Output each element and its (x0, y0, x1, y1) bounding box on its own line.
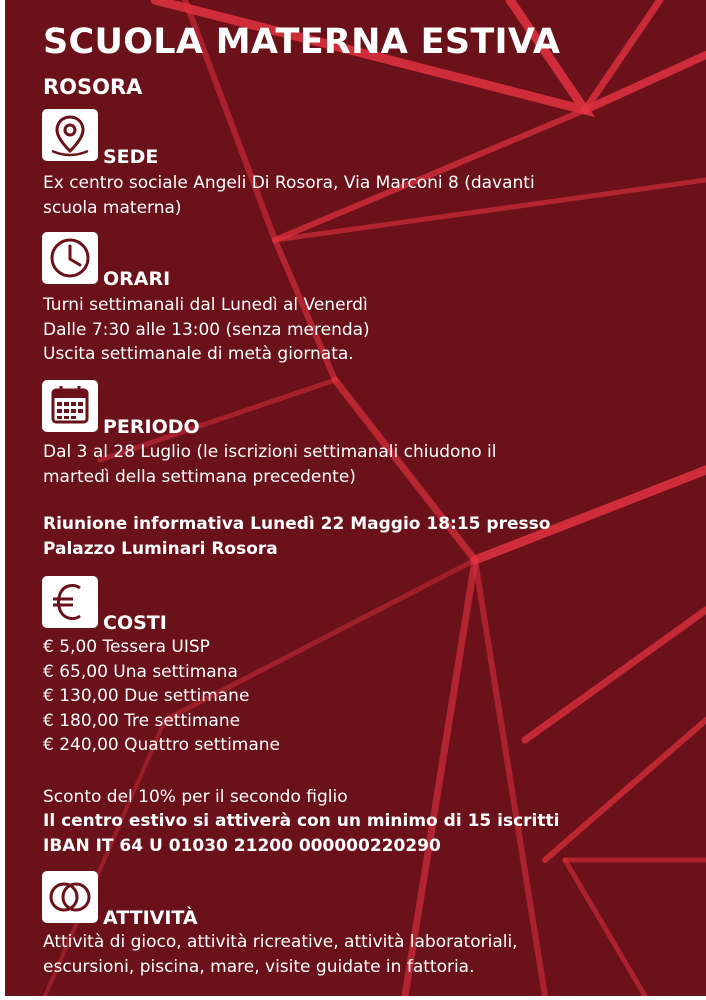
periodo-line: martedì della settimana precedente) (43, 466, 356, 487)
riunione-line: Palazzo Luminari Rosora (43, 539, 278, 559)
attivita-text (43, 930, 518, 979)
attivita-line: Attività di gioco, attività ricreative, attività laboratoriali, (43, 932, 518, 952)
sede-text (43, 171, 535, 220)
attivita-line: escursioni, piscina, mare, visite guidate in fattoria. (43, 956, 475, 977)
interlocking-circles-icon (42, 871, 98, 923)
periodo-line: Dal 3 al 28 Luglio (le iscrizioni settimanali chiudono il (43, 442, 497, 462)
section-title-periodo: PERIODO (103, 416, 200, 438)
euro-icon (42, 576, 98, 628)
clock-icon (42, 232, 98, 284)
costi-notes (43, 809, 559, 859)
poster (5, 0, 706, 996)
costi-item: € 130,00 Due settimane (43, 686, 250, 706)
iban-text: IBAN IT 64 U 01030 21200 000000220290 (43, 836, 441, 856)
section-title-sede: SEDE (103, 146, 159, 168)
minimum-enrollment-note: Il centro estivo si attiverà con un minimo di 15 iscritti (43, 811, 560, 831)
calendar-icon (42, 380, 98, 432)
section-title-attivita: ATTIVITÀ (103, 907, 198, 929)
page-subtitle: ROSORA (43, 75, 143, 99)
periodo-text (43, 440, 496, 489)
costi-list (43, 635, 280, 758)
costi-item: € 5,00 Tessera UISP (43, 637, 210, 657)
section-title-orari: ORARI (103, 268, 171, 290)
sede-line: scuola materna) (43, 197, 182, 218)
page-title: SCUOLA MATERNA ESTIVA (43, 22, 561, 62)
sede-line: Ex centro sociale Angeli Di Rosora, Via Marconi 8 (davanti (43, 173, 535, 193)
orari-line: Turni settimanali dal Lunedì al Venerdì (43, 295, 368, 315)
costi-item: € 65,00 Una settimana (43, 661, 238, 682)
orari-line: Uscita settimanale di metà giornata. (43, 344, 354, 364)
discount-text: Sconto del 10% per il secondo figlio (43, 787, 348, 807)
costi-item: € 180,00 Tre settimane (43, 710, 241, 731)
riunione-text (43, 512, 550, 562)
orari-text (43, 293, 370, 367)
orari-line: Dalle 7:30 alle 13:00 (senza merenda) (43, 319, 370, 340)
riunione-line: Riunione informativa Lunedì 22 Maggio 18:15 presso (43, 514, 551, 534)
location-pin-icon (42, 109, 98, 161)
section-title-costi: COSTI (103, 612, 167, 634)
costi-item: € 240,00 Quattro settimane (43, 735, 281, 755)
